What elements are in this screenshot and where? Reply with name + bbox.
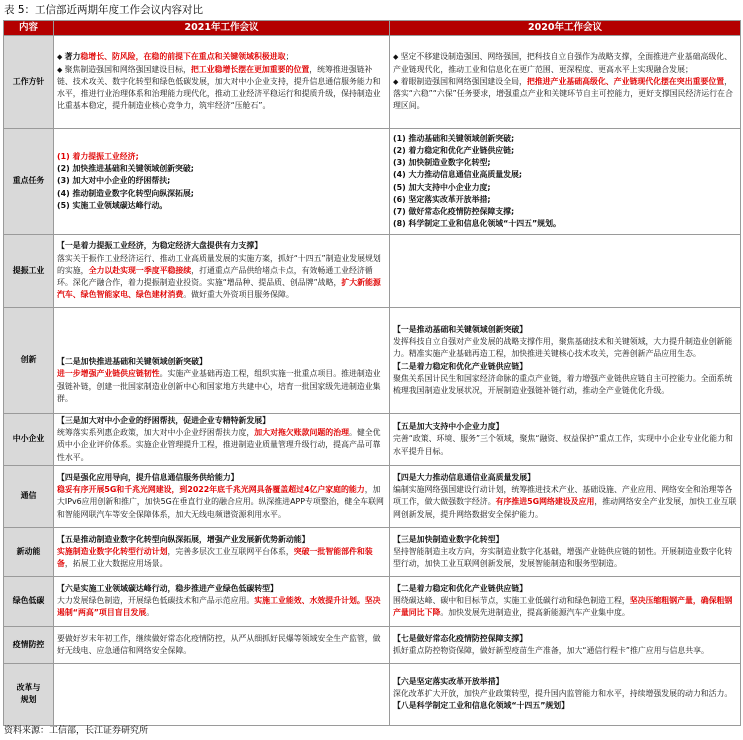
paragraph: 实施制造业数字化转型行动计划，完善多层次工业互联网平台体系，突破一批智能部件和装备，拓展工业大数据应用场景。 — [57, 546, 373, 568]
section-heading: 【七是做好常态化疫情防控保障支撑】 — [393, 633, 528, 643]
cell-2020-boost-industry — [390, 235, 741, 308]
paragraph: ◆ 著力稳增长、防风险，在稳的前提下在重点和关键领域积极进取； — [57, 52, 294, 62]
table-caption: 表 5：工信部近两期年度工作会议内容对比 — [4, 4, 204, 16]
section-heading: 【四是强化应用导向，提升信息通信服务供给能力】 — [57, 472, 239, 482]
cell-2021-key-tasks — [54, 129, 390, 235]
row-label-reform: 改革与 规划 — [4, 663, 54, 725]
cell-2021-boost-industry — [54, 235, 390, 308]
cell-2021-new-momentum — [54, 527, 390, 576]
header-topic: 内容 — [4, 21, 54, 36]
cell-2020-new-momentum — [390, 527, 741, 576]
row-innovation — [4, 308, 741, 414]
paragraph: 要做好岁末年初工作，继续做好常态化疫情防控，从严从细抓好民爆等领域安全生产监管，做好无线电、应急通信和网络安全保障。 — [57, 633, 381, 655]
cell-2020-green — [390, 576, 741, 626]
row-epidemic — [4, 626, 741, 663]
paragraph: 统筹落实系列惠企政策，加大对中小企业纾困帮扶力度，加大对拖欠账款问题的治理。健全优质中小企业评价体系。实施企业管理提升工程，推进制造业质量管理升级行动，提高产品可靠性水平。 — [57, 428, 381, 462]
row-label-new-momentum: 新动能 — [4, 527, 54, 576]
list-item: (7) 做好常态化疫情防控保障支撑; — [393, 206, 515, 216]
table-header-row — [4, 21, 741, 36]
header-2020: 2020年工作会议 — [390, 21, 741, 36]
section-heading: 【一是推动基础和关键领域创新突破】 — [393, 324, 528, 334]
row-label-boost-industry: 提振工业 — [4, 235, 54, 308]
row-boost-industry — [4, 235, 741, 308]
row-new-momentum — [4, 527, 741, 576]
section-heading: 【三是加快制造业数字化转型】 — [393, 534, 504, 544]
list-item: (6) 坚定落实改革开放举措; — [393, 194, 491, 204]
list-item: (5) 实施工业领域碳达峰行动。 — [57, 200, 168, 210]
cell-2020-innovation — [390, 308, 741, 414]
paragraph: 发挥科技自立自强对产业发展的战略支撑作用，聚焦基础技术和关键领域，大力提升制造业创新能力。精准实施产业基础再造工程，加快推进关键核心技术攻关，完善创新产品应用生态。 — [393, 337, 733, 359]
section-heading: 【八是科学制定工业和信息化领域“十四五”规划】 — [393, 701, 570, 711]
paragraph: ◆ 着眼制造强国和网络强国建设全局，把推进产业基础高级化、产业链现代化摆在突出重要位置，落实“六稳”“六保”任务要求，增强重点产业和关键环节自主可控能力，更好支撑国民经济运行在合理区间。 — [393, 76, 733, 111]
cell-2021-epidemic — [54, 626, 390, 663]
paragraph: 坚持智能制造主攻方向，夯实制造业数字化基础，增强产业链供应链的韧性。开展制造业数字化转型行动，加快工业互联网创新发展，发展智能制造和服务型制造。 — [393, 546, 733, 568]
row-key-tasks — [4, 129, 741, 235]
list-item: (1) 推动基础和关键领域创新突破; — [393, 133, 515, 143]
row-policy — [4, 36, 741, 129]
section-heading: 【六是坚定落实改革开放举措】 — [393, 677, 504, 686]
paragraph: 进一步增强产业链供应链韧性。实施产业基础再造工程，组织实施一批重点项目。推进制造业强链补链，创建一批国家制造业创新中心和国家地方共建中心，培育一批国家级先进制造业集群。 — [57, 369, 381, 403]
section-heading: 【五是推动制造业数字化转型向纵深拓展，增强产业发展新优势新动能】 — [57, 534, 310, 544]
list-item: (4) 推动制造业数字化转型向纵深拓展; — [57, 188, 194, 198]
paragraph: 落实关于振作工业经济运行、推动工业高质量发展的实施方案，抓好“十四五”制造业发展规划的实施，全力以赴实现一季度平稳接续，打通重点产品供给堵点卡点，有效畅通工业经济循环。深化产融合作，着力提振制造业投资。实施“增品种、提品质、创品牌”战略，扩大新能源汽车、绿色智能家电、绿色建材消费。做好重大外资项目服务保障。 — [57, 253, 381, 300]
cell-2020-smes — [390, 414, 741, 466]
paragraph: 完善“政策、环境、服务”三个领域，聚焦“融资、权益保护”重点工作，实现中小企业专业化能力和水平提升目标。 — [393, 434, 733, 456]
cell-2021-telecom — [54, 465, 390, 527]
cell-2020-key-tasks — [390, 129, 741, 235]
section-heading: 【六是实施工业领域碳达峰行动，稳步推进产业绿色低碳转型】 — [57, 584, 278, 593]
row-label-policy: 工作方针 — [4, 36, 54, 129]
header-2021: 2021年工作会议 — [54, 21, 390, 36]
row-label-innovation: 创新 — [4, 308, 54, 414]
section-heading: 【二是着力稳定和优化产业链供应链】 — [393, 361, 528, 371]
row-telecom — [4, 465, 741, 527]
cell-2021-green — [54, 576, 390, 626]
paragraph: 稳妥有序开展5G和千兆光网建设，到2022年底千兆光网具备覆盖超过4亿户家庭的能力，加大IPv6应用创新和推广，加快5G在垂直行业的融合应用。纵深推进APP专项整治，健全车联网和智能网联汽车等安全保障体系，加大无线电频谱资源利用水平。 — [57, 485, 384, 519]
list-item: (2) 加快推进基础和关键领域创新突破; — [57, 164, 194, 174]
section-heading: 【二是加快推进基础和关键领域创新突破】 — [57, 357, 207, 367]
section-heading: 【三是加大对中小企业的纾困帮扶，促进企业专精特新发展】 — [57, 416, 271, 425]
comparison-table — [3, 20, 741, 726]
paragraph: 抓好重点防控物资保障，做好新型疫苗生产准备，加大“通信行程卡”推广应用与信息共享。 — [393, 645, 709, 655]
list-item: (3) 加快制造业数字化转型; — [393, 158, 491, 168]
paragraph: ◆ 坚定不移建设制造强国、网络强国，把科技自立自强作为战略支撑，全面推进产业基础高级化、产业链现代化，推动工业和信息化在更广范围、更深程度、更高水平上实现融合发展； — [393, 52, 733, 74]
paragraph: 聚焦关系国计民生和国家经济命脉的重点产业链，着力增强产业链供应链自主可控能力。全面系统梳理我国制造业发展状况，开展制造业强链补链行动，推动全产业链优化升级。 — [393, 373, 733, 395]
row-label-smes: 中小企业 — [4, 414, 54, 466]
section-heading: 【五是加大支持中小企业力度】 — [393, 422, 504, 432]
paragraph: 编制实施网络强国建设行动计划，统筹推进技术产业、基础设施、产业应用、网络安全和治理等各项工作，做大做强数字经济。有序推进5G网络建设及应用，推动网络安全产业发展，加快工业互联网创新发展，提升网络数据安全保护能力。 — [393, 485, 737, 519]
row-green-low-carbon — [4, 576, 741, 626]
cell-2021-policy — [54, 36, 390, 129]
paragraph: 围绕碳达峰、碳中和目标节点，实施工业低碳行动和绿色制造工程，坚决压缩粗钢产量，确保粗钢产量同比下降。加快发展先进制造业，提高新能源汽车产业集中度。 — [393, 596, 733, 618]
source-note: 资料来源：工信部，长江证券研究所 — [4, 726, 149, 736]
cell-2021-innovation — [54, 308, 390, 414]
diamond-bullet-icon: ◆ — [393, 53, 401, 62]
section-heading: 【一是着力提振工业经济，为稳定经济大盘提供有力支撑】 — [57, 241, 263, 251]
list-item: (8) 科学制定工业和信息化领域“十四五”规划。 — [393, 219, 561, 229]
row-label-key-tasks: 重点任务 — [4, 129, 54, 235]
row-label-epidemic: 疫情防控 — [4, 626, 54, 663]
row-label-telecom: 通信 — [4, 465, 54, 527]
cell-2020-policy — [390, 36, 741, 129]
paragraph: ◆ 聚焦制造强国和网络强国建设目标，把工业稳增长摆在更加重要的位置，统筹推进强链补链、技术攻关、数字化转型和绿色低碳发展，加大对中小企业支持，提升信息通信服务能力和水平，推进行业治理体系和治理能力现代化，推动工业经济平稳运行和提质升级，保持制造业比重基本稳定，提升制造业核心竞争力，筑牢经济“压舱石”。 — [57, 64, 381, 111]
cell-2020-telecom — [390, 465, 741, 527]
diamond-bullet-icon: ◆ — [57, 65, 65, 74]
row-label-green: 绿色低碳 — [4, 576, 54, 626]
cell-2020-reform — [390, 663, 741, 725]
list-item: (4) 大力推动信息通信业高质量发展; — [393, 170, 523, 180]
list-item: (2) 着力稳定和优化产业链供应链; — [393, 145, 515, 155]
row-smes — [4, 414, 741, 466]
paragraph: 深化改革扩大开放，加快产业政策转型，提升国内监管能力和水平，持续增强发展的动力和活力。 — [393, 689, 733, 699]
list-item: (3) 加大对中小企业的纾困帮扶; — [57, 176, 171, 186]
list-item: (1) 着力提振工业经济; — [57, 151, 139, 161]
cell-2021-smes — [54, 414, 390, 466]
diamond-bullet-icon: ◆ — [393, 77, 401, 86]
section-heading: 【四是大力推动信息通信业高质量发展】 — [393, 472, 536, 482]
section-heading: 【二是着力稳定和优化产业链供应链】 — [393, 584, 528, 593]
list-item: (5) 加大支持中小企业力度; — [393, 182, 491, 192]
cell-2020-epidemic — [390, 626, 741, 663]
diamond-bullet-icon: ◆ — [57, 53, 65, 62]
paragraph: 大力发展绿色制造，开展绿色低碳技术和产品示范应用。实施工业能效、水效提升计划。坚决遏制“两高”项目盲目发展。 — [57, 596, 381, 618]
row-reform-planning — [4, 663, 741, 725]
cell-2021-reform — [54, 663, 390, 725]
